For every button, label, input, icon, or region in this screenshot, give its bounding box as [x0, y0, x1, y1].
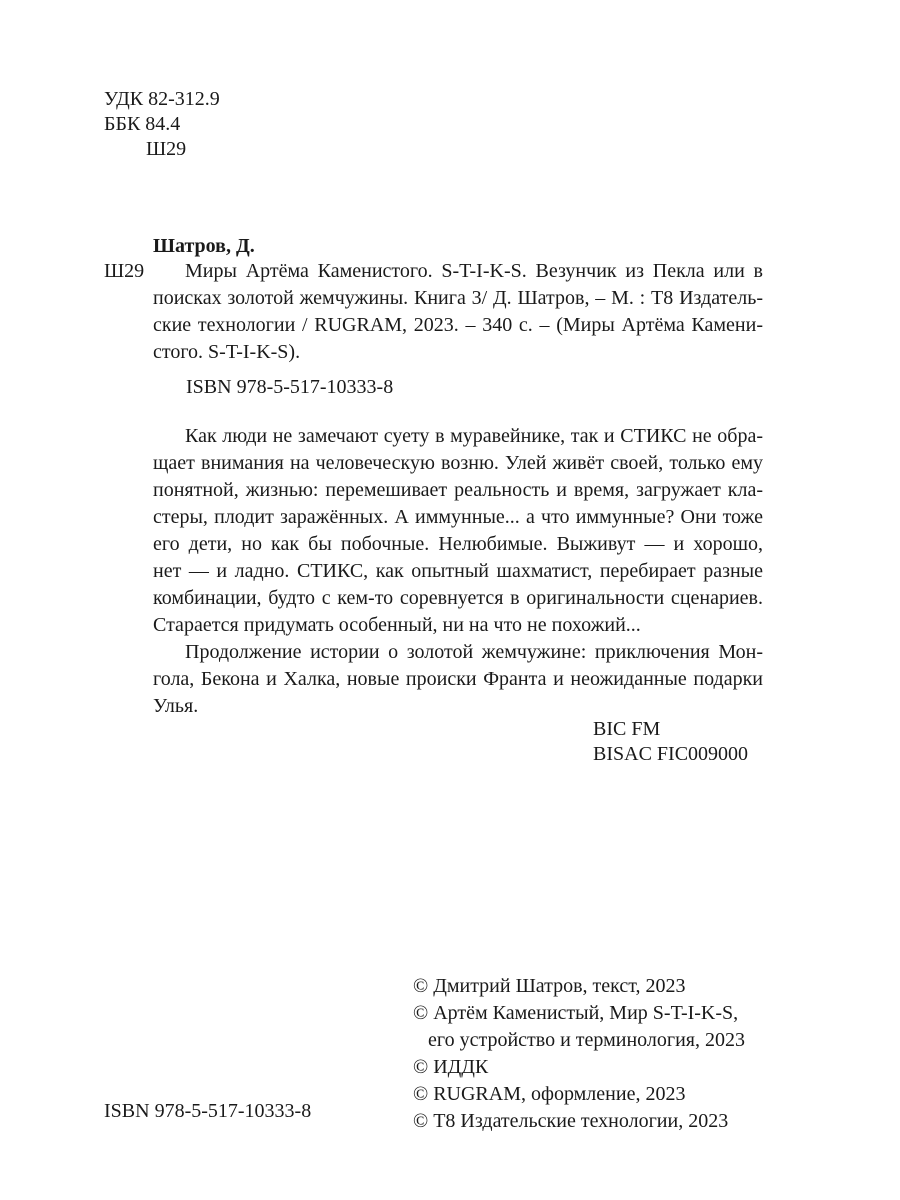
- annotation-line: Старается придумать особенный, ни на что не похожий...: [153, 614, 641, 636]
- annotation-line: понятной, жизнью: перемешивает реальность и время, загружает кла-: [153, 479, 763, 501]
- copyright-line: © Дмитрий Шатров, текст, 2023: [413, 975, 686, 997]
- entry-author: Шатров, Д.: [153, 235, 255, 257]
- annotation-line: стеры, плодит заражённых. А иммунные... а что иммунные? Они тоже: [153, 506, 763, 528]
- annotation-line: Продолжение истории о золотой жемчужине: приключения Мон-: [185, 641, 763, 663]
- annotation-line: комбинации, будто с кем-то соревнуется в оригинальности сценариев.: [153, 587, 763, 609]
- entry-description: [153, 258, 763, 366]
- footer-isbn: ISBN 978-5-517-10333-8: [104, 1100, 312, 1122]
- copyright-line: © Т8 Издательские технологии, 2023: [413, 1110, 729, 1132]
- description-line: поисках золотой жемчужины. Книга 3/ Д. Шатров, – М. : Т8 Издатель-: [153, 287, 763, 309]
- annotation-line: щает внимания на человеческую возню. Улей живёт своей, только ему: [153, 452, 763, 474]
- annotation-line: нет — и ладно. СТИКС, как опытный шахматист, перебирает разные: [153, 560, 763, 582]
- entry-mark: Ш29: [104, 260, 145, 282]
- annotation-line: Как люди не замечают суету в муравейнике, так и СТИКС не обра-: [185, 425, 763, 447]
- copyright-line: © ИДДК: [413, 1056, 489, 1078]
- annotation-line: гола, Бекона и Халка, новые происки Франта и неожиданные подарки: [153, 668, 763, 690]
- copyright-line: его устройство и терминология, 2023: [428, 1029, 745, 1051]
- description-line: Миры Артёма Каменистого. S-T-I-K-S. Везунчик из Пекла или в: [185, 260, 763, 282]
- annotation-line: Улья.: [153, 695, 199, 717]
- annotation-paragraph: [153, 423, 763, 639]
- annotation-line: его дети, но как бы побочные. Нелюбимые. Выживут — и хорошо,: [153, 533, 763, 555]
- annotation: [153, 423, 763, 720]
- bic-code: BIC FM: [593, 718, 661, 740]
- udk-code: УДК 82-312.9: [104, 88, 220, 110]
- copyright-line: © Артём Каменистый, Мир S-T-I-K-S,: [413, 1002, 739, 1024]
- copyright-block: [413, 973, 813, 1135]
- entry-isbn: ISBN 978-5-517-10333-8: [186, 376, 394, 398]
- bisac-code: BISAC FIC009000: [593, 743, 749, 765]
- description-line: ские технологии / RUGRAM, 2023. – 340 с. – (Миры Артёма Камени-: [153, 314, 763, 336]
- description-line: стого. S-T-I-K-S).: [153, 341, 301, 363]
- annotation-paragraph: [153, 639, 763, 720]
- bbk-code: ББК 84.4: [104, 113, 181, 135]
- copyright-line: © RUGRAM, оформление, 2023: [413, 1083, 686, 1105]
- author-mark: Ш29: [146, 138, 187, 160]
